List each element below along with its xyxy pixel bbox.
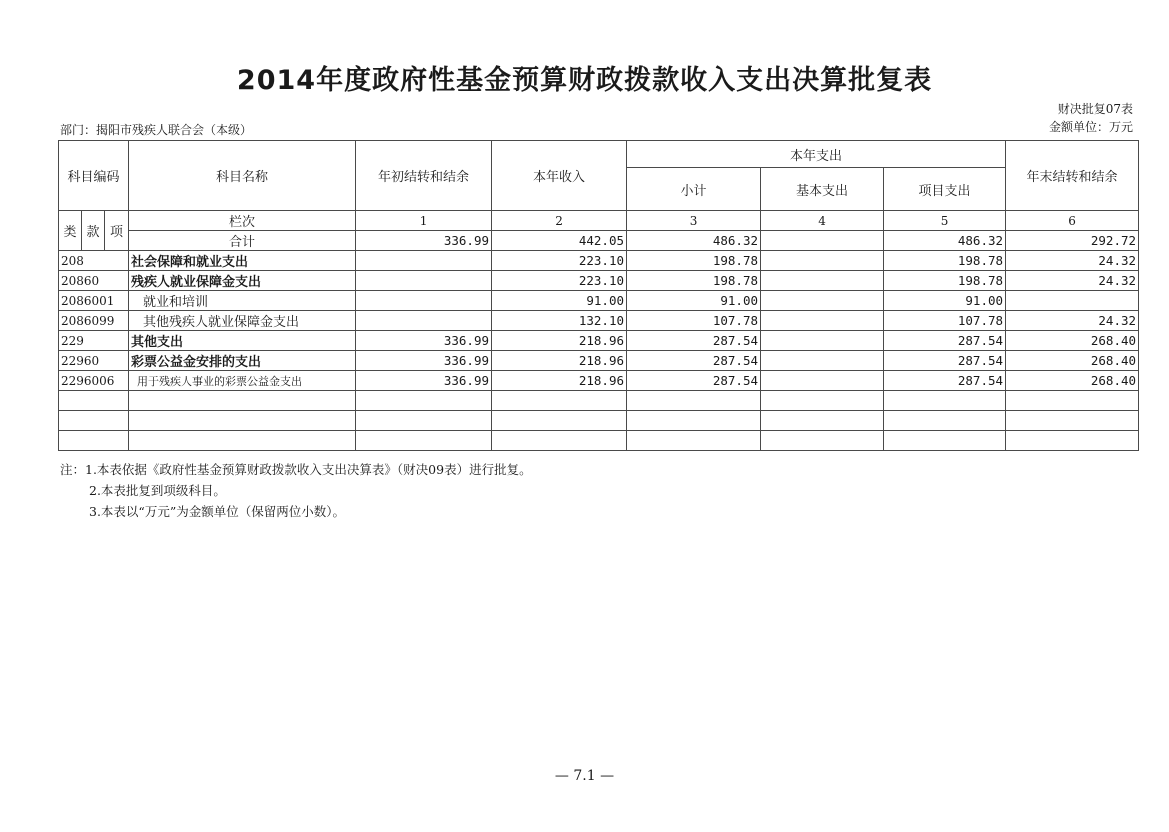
row-name: 残疾人就业保障金支出 (129, 271, 356, 291)
empty-cell (492, 411, 627, 431)
column-index-label: 栏次 (129, 211, 356, 231)
header-basic: 基本支出 (761, 168, 884, 211)
row-begin-balance: 336.99 (356, 351, 492, 371)
table-row (59, 311, 1139, 331)
row-begin-balance (356, 311, 492, 331)
table-row (59, 371, 1139, 391)
empty-cell (761, 411, 884, 431)
col-index-4: 4 (761, 211, 884, 231)
col-index-6: 6 (1006, 211, 1139, 231)
total-project: 486.32 (884, 231, 1006, 251)
header-name: 科目名称 (129, 141, 356, 211)
row-name: 社会保障和就业支出 (129, 251, 356, 271)
row-begin-balance (356, 291, 492, 311)
empty-cell (1006, 391, 1139, 411)
row-basic (761, 311, 884, 331)
header-income: 本年收入 (492, 141, 627, 211)
row-income: 132.10 (492, 311, 627, 331)
row-name: 用于残疾人事业的彩票公益金支出 (129, 371, 356, 391)
header-subtotal: 小计 (627, 168, 761, 211)
empty-cell (59, 431, 129, 451)
empty-cell (884, 411, 1006, 431)
row-code: 208 (59, 251, 129, 271)
header-project: 项目支出 (884, 168, 1006, 211)
row-subtotal: 287.54 (627, 351, 761, 371)
empty-cell (627, 431, 761, 451)
total-row (59, 231, 1139, 251)
row-subtotal: 107.78 (627, 311, 761, 331)
row-name: 彩票公益金安排的支出 (129, 351, 356, 371)
header-xiang: 项 (105, 211, 129, 251)
row-end-balance: 268.40 (1006, 371, 1139, 391)
col-index-1: 1 (356, 211, 492, 231)
empty-row (59, 411, 1139, 431)
empty-cell (884, 431, 1006, 451)
row-begin-balance: 336.99 (356, 331, 492, 351)
row-code: 22960 (59, 351, 129, 371)
row-begin-balance: 336.99 (356, 371, 492, 391)
total-income: 442.05 (492, 231, 627, 251)
table-row (59, 251, 1139, 271)
row-project: 287.54 (884, 371, 1006, 391)
header-code: 科目编码 (59, 141, 129, 211)
row-code: 2086099 (59, 311, 129, 331)
row-end-balance: 24.32 (1006, 251, 1139, 271)
empty-row (59, 391, 1139, 411)
table-row (59, 291, 1139, 311)
page-title: 2014年度政府性基金预算财政拨款收入支出决算批复表 (236, 65, 933, 96)
row-name: 就业和培训 (129, 291, 356, 311)
header-end-balance: 年末结转和结余 (1006, 141, 1139, 211)
header-begin-balance: 年初结转和结余 (356, 141, 492, 211)
row-code: 229 (59, 331, 129, 351)
empty-cell (627, 391, 761, 411)
row-project: 198.78 (884, 251, 1006, 271)
empty-cell (761, 391, 884, 411)
empty-cell (129, 391, 356, 411)
row-basic (761, 331, 884, 351)
budget-table (58, 140, 1139, 451)
total-end-balance: 292.72 (1006, 231, 1139, 251)
row-end-balance: 268.40 (1006, 331, 1139, 351)
empty-cell (884, 391, 1006, 411)
empty-cell (59, 391, 129, 411)
empty-cell (1006, 431, 1139, 451)
empty-cell (356, 411, 492, 431)
empty-cell (356, 431, 492, 451)
row-subtotal: 198.78 (627, 271, 761, 291)
row-income: 91.00 (492, 291, 627, 311)
row-income: 218.96 (492, 351, 627, 371)
empty-cell (59, 411, 129, 431)
page-number: — 7.1 — (554, 768, 615, 784)
row-subtotal: 91.00 (627, 291, 761, 311)
col-index-5: 5 (884, 211, 1006, 231)
row-project: 287.54 (884, 351, 1006, 371)
row-end-balance: 24.32 (1006, 271, 1139, 291)
col-index-3: 3 (627, 211, 761, 231)
row-basic (761, 271, 884, 291)
row-income: 218.96 (492, 371, 627, 391)
total-basic (761, 231, 884, 251)
row-end-balance: 24.32 (1006, 311, 1139, 331)
row-subtotal: 287.54 (627, 371, 761, 391)
row-begin-balance (356, 271, 492, 291)
col-index-2: 2 (492, 211, 627, 231)
empty-row (59, 431, 1139, 451)
note-line: 3.本表以“万元”为金额单位（保留两位小数）。 (89, 504, 345, 519)
column-index-row (59, 211, 1139, 231)
header-lei: 类 (59, 211, 82, 251)
total-label: 合计 (129, 231, 356, 251)
row-name: 其他支出 (129, 331, 356, 351)
empty-cell (627, 411, 761, 431)
note-line: 2.本表批复到项级科目。 (89, 483, 226, 498)
form-number: 财决批复07表 (1057, 102, 1133, 116)
department-label: 部门：揭阳市残疾人联合会（本级） (60, 123, 253, 137)
empty-cell (129, 431, 356, 451)
empty-cell (356, 391, 492, 411)
amount-unit: 金额单位：万元 (1048, 120, 1133, 134)
row-basic (761, 291, 884, 311)
row-income: 223.10 (492, 271, 627, 291)
header-kuan: 款 (82, 211, 105, 251)
row-begin-balance (356, 251, 492, 271)
row-subtotal: 198.78 (627, 251, 761, 271)
note-line: 注：1.本表依据《政府性基金预算财政拨款收入支出决算表》（财决09表）进行批复。 (60, 462, 532, 477)
row-code: 20860 (59, 271, 129, 291)
row-end-balance: 268.40 (1006, 351, 1139, 371)
header-expenditure: 本年支出 (627, 141, 1006, 168)
row-income: 218.96 (492, 331, 627, 351)
empty-cell (492, 391, 627, 411)
row-name: 其他残疾人就业保障金支出 (129, 311, 356, 331)
row-project: 107.78 (884, 311, 1006, 331)
row-code: 2086001 (59, 291, 129, 311)
total-begin-balance: 336.99 (356, 231, 492, 251)
empty-cell (761, 431, 884, 451)
empty-cell (129, 411, 356, 431)
row-project: 91.00 (884, 291, 1006, 311)
empty-cell (1006, 411, 1139, 431)
row-basic (761, 251, 884, 271)
header-row-1 (59, 141, 1139, 168)
row-project: 198.78 (884, 271, 1006, 291)
empty-cell (492, 431, 627, 451)
row-income: 223.10 (492, 251, 627, 271)
row-basic (761, 371, 884, 391)
notes (60, 459, 532, 522)
table-row (59, 351, 1139, 371)
row-basic (761, 351, 884, 371)
table-row (59, 331, 1139, 351)
row-end-balance (1006, 291, 1139, 311)
row-code: 2296006 (59, 371, 129, 391)
row-project: 287.54 (884, 331, 1006, 351)
row-subtotal: 287.54 (627, 331, 761, 351)
total-subtotal: 486.32 (627, 231, 761, 251)
table-row (59, 271, 1139, 291)
